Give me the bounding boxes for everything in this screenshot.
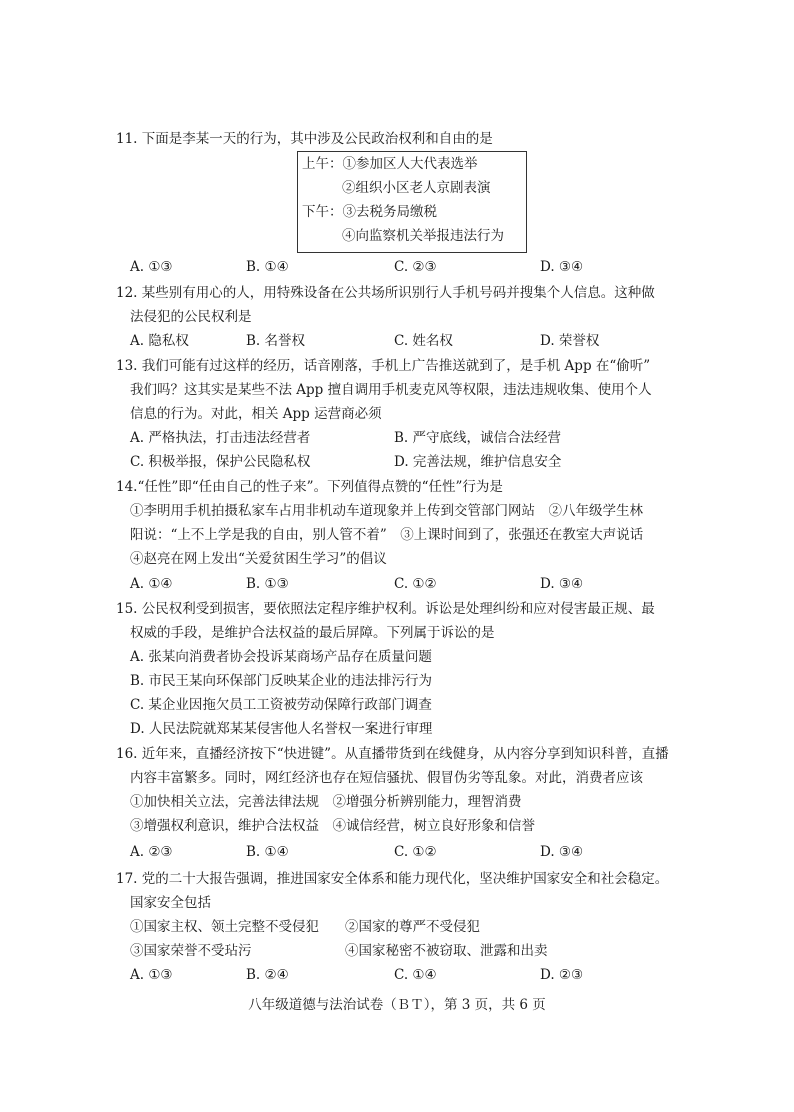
q13-line-2: 我们吗？这其实是某些不法 App 擅自调用手机麦克风等权限，违法违规收集、使用个人	[130, 382, 652, 398]
q15-option-a[interactable]: A. 张某向消费者协会投诉某商场产品存在质量问题	[130, 649, 432, 665]
q16-option-d[interactable]: D. ③④	[540, 844, 584, 860]
q11-option-c[interactable]: C. ②③	[394, 259, 437, 275]
q12-option-a[interactable]: A. 隐私权	[130, 333, 189, 349]
q17-option-d[interactable]: D. ②③	[540, 967, 584, 983]
q17-option-a[interactable]: A. ①③	[130, 967, 173, 983]
q16-line-1: 16. 近年来，直播经济按下“快进键”。从直播带货到在线健身，从内容分享到知识科普，直播	[116, 746, 669, 762]
q17-option-b[interactable]: B. ②④	[246, 967, 289, 983]
q17-line-1: 17. 党的二十大报告强调，推进国家安全体系和能力现代化，坚决维护国家安全和社会稳定。	[116, 871, 669, 887]
q12-option-d[interactable]: D. 荣誉权	[540, 333, 600, 349]
q17-line-2: 国家安全包括	[130, 895, 211, 911]
q13-option-d[interactable]: D. 完善法规，维护信息安全	[394, 454, 562, 470]
q13-line-1: 13. 我们可能有过这样的经历，话音刚落，手机上广告推送就到了，是手机 App 在“偷听”	[116, 358, 651, 374]
q16-line-2: 内容丰富繁多。同时，网红经济也存在短信骚扰、假冒伪劣等乱象。对此，消费者应该	[130, 770, 643, 786]
q15-option-d[interactable]: D. 人民法院就郑某某侵害他人名誉权一案进行审理	[130, 721, 433, 737]
q16-option-c[interactable]: C. ①②	[394, 844, 437, 860]
q14-line-3: 阳说：“上不上学是我的自由，别人管不着” ③上课时间到了，张强还在教室大声说话	[130, 527, 644, 543]
q16-line-4: ③增强权利意识，维护合法权益 ④诚信经营，树立良好形象和信誉	[130, 818, 535, 834]
q14-line-1: 14.“任性”即“任由自己的性子来”。下列值得点赞的“任性”行为是	[116, 479, 503, 495]
q17-item-2: ②国家的尊严不受侵犯	[345, 919, 480, 935]
q13-line-3: 信息的行为。对此，相关 App 运营商必须	[130, 406, 382, 422]
q17-item-3: ③国家荣誉不受玷污	[130, 943, 252, 959]
q14-option-c[interactable]: C. ①②	[394, 576, 437, 592]
q11-option-b[interactable]: B. ①④	[246, 259, 289, 275]
q14-option-d[interactable]: D. ③④	[540, 576, 584, 592]
q14-option-a[interactable]: A. ①④	[130, 576, 173, 592]
q11-option-a[interactable]: A. ①③	[130, 259, 173, 275]
q15-line-2: 权威的手段，是维护合法权益的最后屏障。下列属于诉讼的是	[130, 625, 495, 641]
q11-box-row-1: 上午：①参加区人大代表选举	[302, 156, 478, 172]
q14-line-2: ①李明用手机拍摄私家车占用非机动车道现象并上传到交管部门网站 ②八年级学生林	[130, 503, 643, 519]
q13-option-a[interactable]: A. 严格执法，打击违法经营者	[130, 430, 311, 446]
q11-box-row-3: 下午：③去税务局缴税	[302, 204, 437, 220]
q12-option-b[interactable]: B. 名誉权	[246, 333, 306, 349]
q12-line-2: 法侵犯的公民权利是	[130, 309, 252, 325]
q15-line-1: 15. 公民权利受到损害，要依照法定程序维护权利。诉讼是处理纠纷和应对侵害最正规、最	[116, 601, 655, 617]
q11-schedule-box	[297, 151, 527, 253]
page-footer: 八年级道德与法治试卷（ＢＴ），第 3 页，共 6 页	[248, 997, 546, 1013]
q12-option-c[interactable]: C. 姓名权	[394, 333, 453, 349]
q14-line-4: ④赵亮在网上发出“关爱贫困生学习”的倡议	[130, 551, 387, 567]
q15-option-b[interactable]: B. 市民王某向环保部门反映某企业的违法排污行为	[130, 673, 433, 689]
q17-item-1: ①国家主权、领土完整不受侵犯	[130, 919, 319, 935]
q13-option-c[interactable]: C. 积极举报，保护公民隐私权	[130, 454, 311, 470]
q11-box-row-2: ②组织小区老人京剧表演	[342, 180, 491, 196]
q12-line-1: 12. 某些别有用心的人，用特殊设备在公共场所识别行人手机号码并搜集个人信息。这种做	[116, 285, 655, 301]
q17-item-4: ④国家秘密不被窃取、泄露和出卖	[345, 943, 548, 959]
q11-option-d[interactable]: D. ③④	[540, 259, 584, 275]
q11-stem: 11. 下面是李某一天的行为，其中涉及公民政治权利和自由的是	[116, 131, 493, 147]
q13-option-b[interactable]: B. 严守底线，诚信合法经营	[394, 430, 562, 446]
q17-option-c[interactable]: C. ①④	[394, 967, 437, 983]
q15-option-c[interactable]: C. 某企业因拖欠员工工资被劳动保障行政部门调查	[130, 697, 432, 713]
q16-option-a[interactable]: A. ②③	[130, 844, 173, 860]
q16-line-3: ①加快相关立法，完善法律法规 ②增强分析辨别能力，理智消费	[130, 794, 522, 810]
q16-option-b[interactable]: B. ①④	[246, 844, 289, 860]
q11-box-row-4: ④向监察机关举报违法行为	[342, 228, 504, 244]
q14-option-b[interactable]: B. ①③	[246, 576, 289, 592]
